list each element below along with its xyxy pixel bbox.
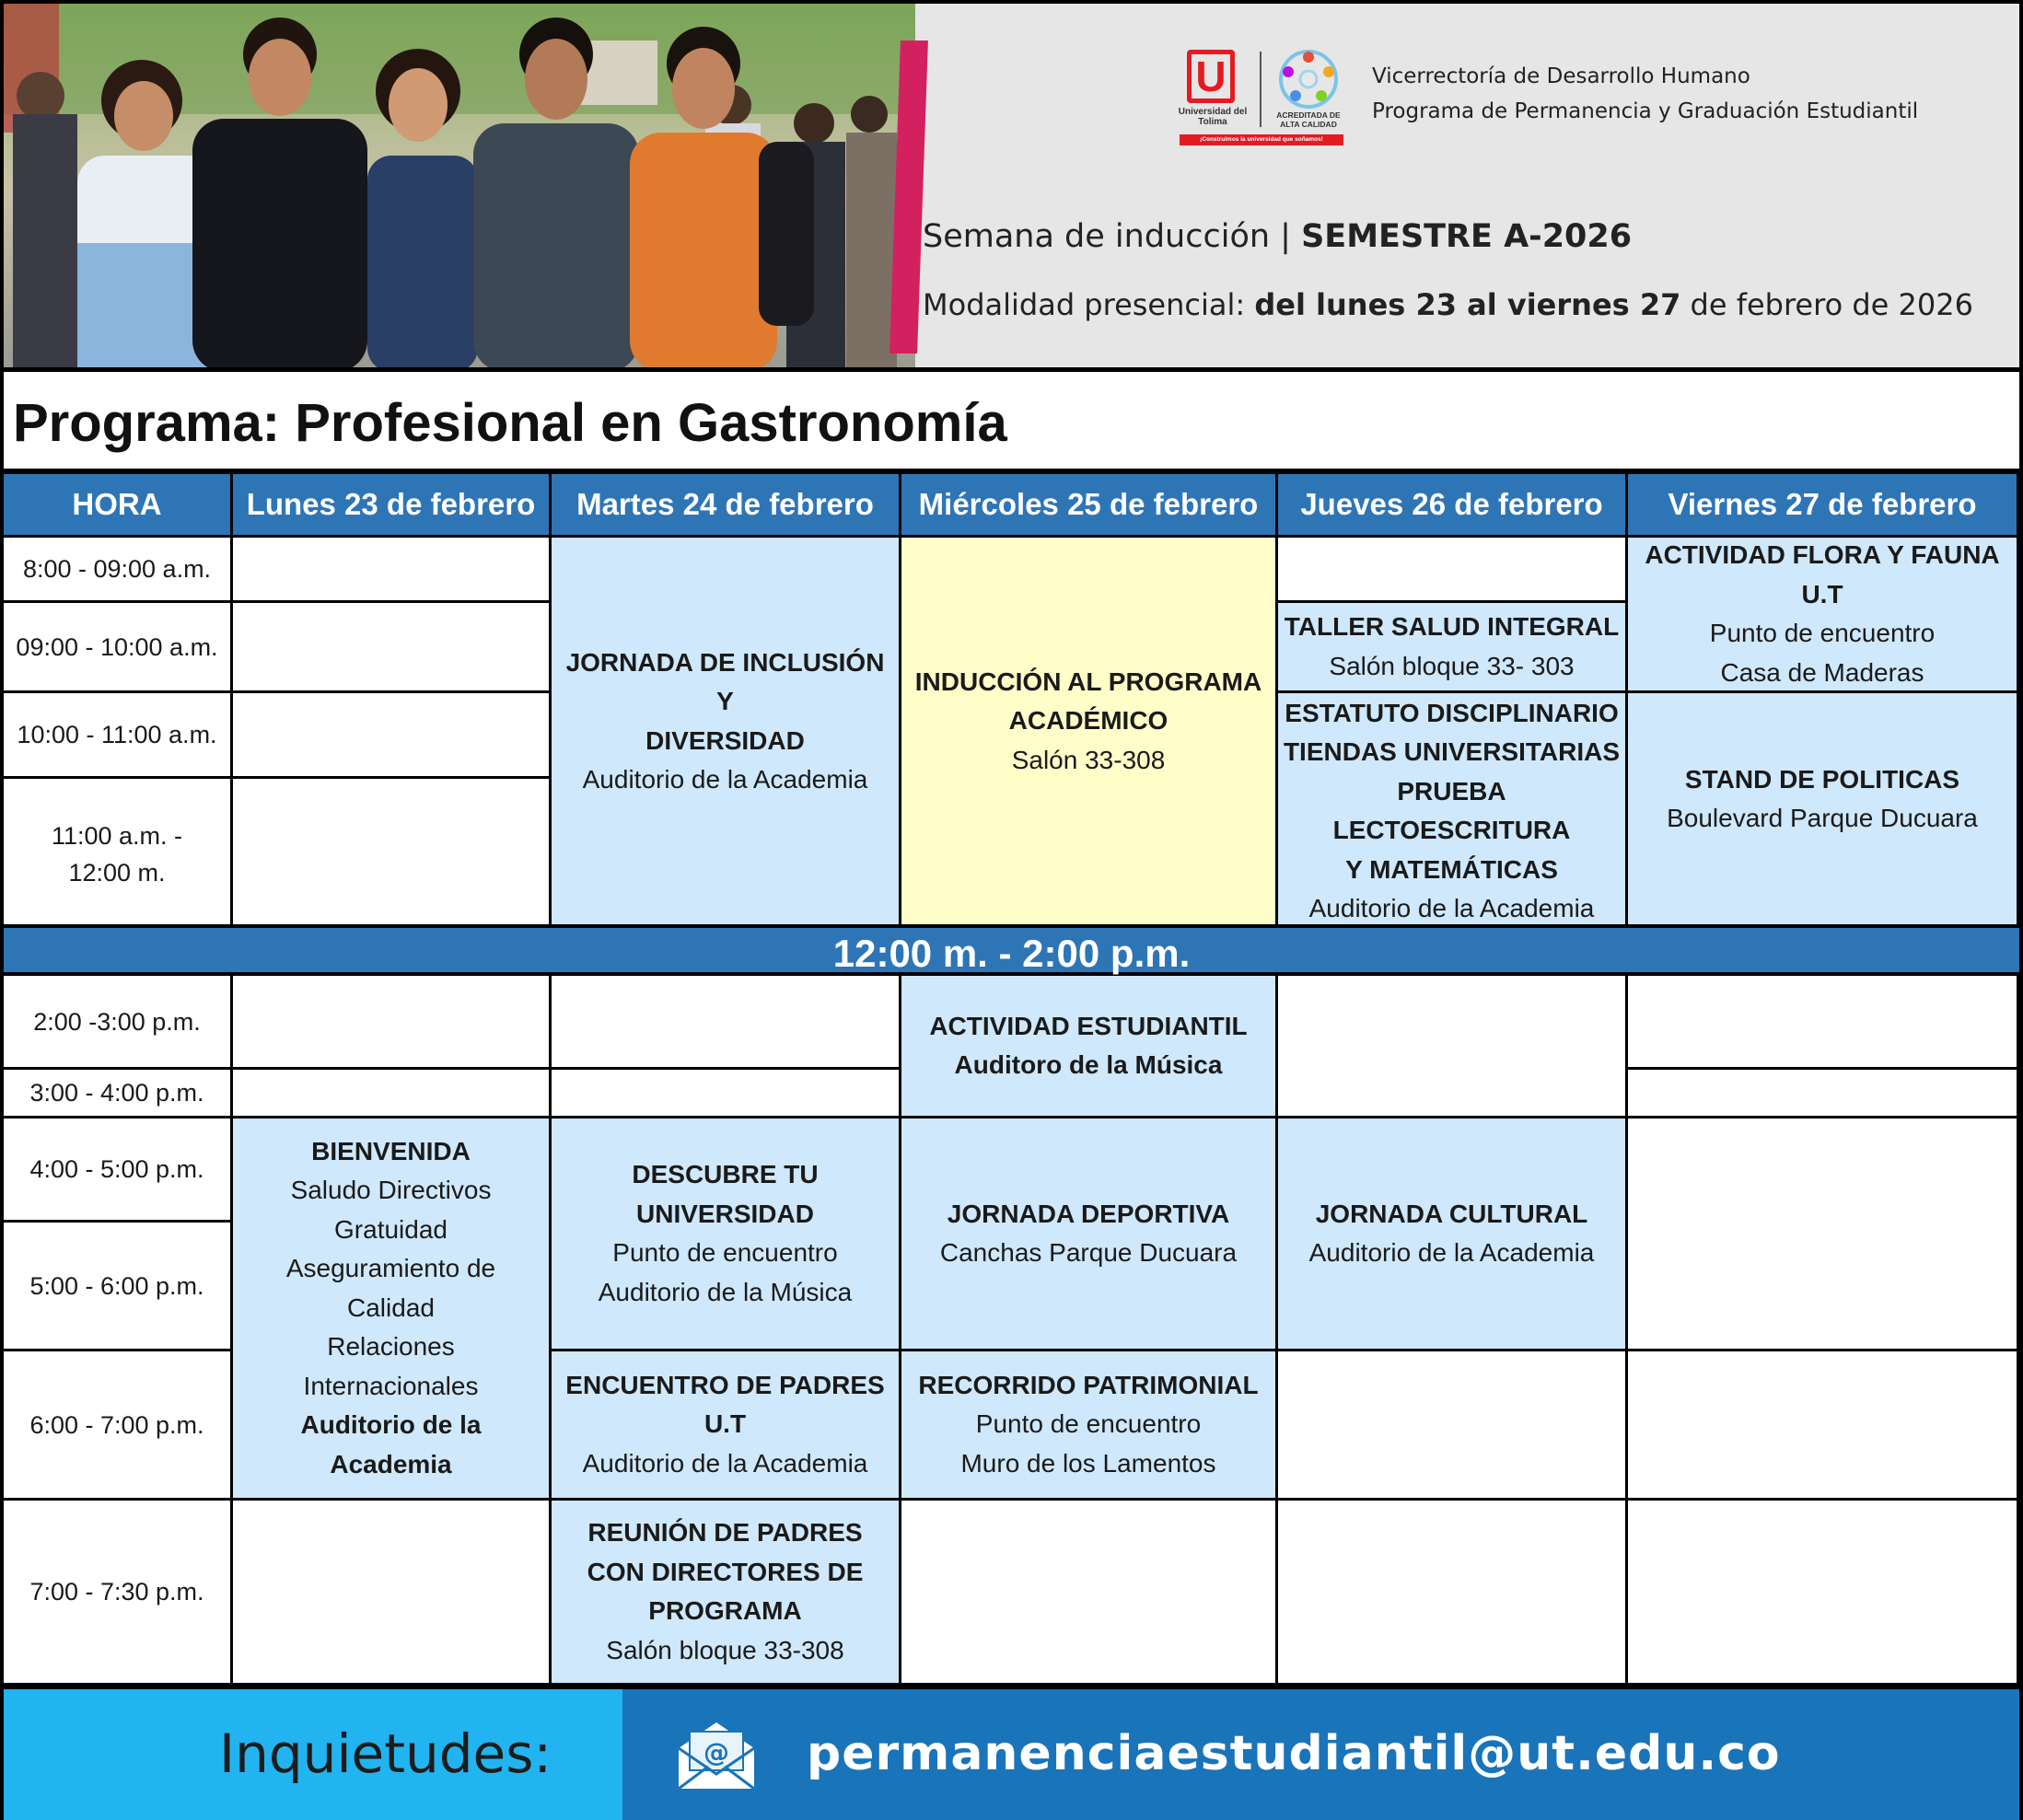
activity-taller-salud bbox=[1278, 603, 1628, 693]
time-slot: 10:00 - 11:00 a.m. bbox=[4, 693, 233, 779]
activity-title: ACTIVIDAD ESTUDIANTIL bbox=[929, 1011, 1248, 1040]
semester-label: SEMESTRE A-2026 bbox=[1301, 218, 1633, 255]
activity-place: Auditoro de la Música bbox=[954, 1050, 1223, 1079]
activity-title: Y MATEMÁTICAS bbox=[1345, 854, 1558, 884]
footer-label: Inquietudes: bbox=[219, 1722, 552, 1785]
activity-place: Auditorio de la bbox=[300, 1410, 482, 1440]
activity-jornada-cultural bbox=[1278, 1119, 1628, 1351]
empty-slot bbox=[233, 603, 552, 693]
empty-slot bbox=[1628, 1501, 2019, 1686]
program-title: Programa: Profesional en Gastronomía bbox=[13, 393, 1007, 453]
column-header-lunes: Lunes 23 de febrero bbox=[233, 474, 552, 538]
activity-encuentro-padres bbox=[552, 1351, 901, 1501]
activity-title: BIENVENIDA bbox=[311, 1136, 471, 1165]
university-slogan: ¡Construimos la universidad que soñamos! bbox=[1180, 134, 1343, 145]
activity-actividad-estudiantil bbox=[901, 976, 1278, 1119]
university-logo: U Universidad del Tolima bbox=[1176, 50, 1250, 145]
modality-suffix: de febrero de 2026 bbox=[1680, 287, 1973, 322]
activity-jornada-deportiva bbox=[901, 1119, 1278, 1351]
activity-descubre-universidad bbox=[552, 1119, 901, 1351]
activity-detail: Saludo Directivos bbox=[290, 1176, 492, 1205]
activity-detail: Internacionales bbox=[303, 1371, 479, 1400]
column-header-hora: HORA bbox=[4, 474, 233, 538]
time-slot: 3:00 - 4:00 p.m. bbox=[4, 1070, 233, 1119]
empty-slot bbox=[1628, 1351, 2019, 1501]
time-slot: 4:00 - 5:00 p.m. bbox=[4, 1119, 233, 1223]
empty-slot bbox=[552, 976, 901, 1070]
modality-dates bbox=[923, 287, 1973, 322]
activity-title: ESTATUTO DISCIPLINARIO bbox=[1285, 698, 1619, 727]
activity-title: JORNADA CULTURAL bbox=[1315, 1199, 1588, 1228]
activity-place: Punto de encuentro bbox=[612, 1238, 838, 1267]
activity-title: JORNADA DEPORTIVA bbox=[947, 1199, 1230, 1228]
empty-slot bbox=[1278, 538, 1628, 603]
activity-detail: Gratuidad bbox=[334, 1214, 448, 1244]
empty-slot bbox=[1278, 1501, 1628, 1686]
accreditation-name: ACREDITADA DE ALTA CALIDAD bbox=[1276, 110, 1341, 129]
lunch-break-banner: 12:00 m. - 2:00 p.m. bbox=[4, 924, 2019, 976]
activity-place: Muro de los Lamentos bbox=[960, 1448, 1216, 1478]
activity-flora-fauna bbox=[1628, 538, 2019, 693]
empty-slot bbox=[1278, 976, 1628, 1119]
activity-title: U.T bbox=[703, 1409, 747, 1439]
activity-title: UNIVERSIDAD bbox=[636, 1199, 814, 1228]
logo-divider bbox=[1260, 52, 1261, 127]
vice-rectoria-label: Vicerrectoría de Desarrollo Humano bbox=[1372, 64, 1750, 88]
empty-slot bbox=[233, 976, 552, 1070]
svg-text:@: @ bbox=[703, 1737, 729, 1768]
activity-title: JORNADA DE INCLUSIÓN Y bbox=[565, 647, 885, 715]
activity-detail: Relaciones bbox=[327, 1332, 455, 1362]
column-header-miercoles: Miércoles 25 de febrero bbox=[901, 474, 1278, 538]
activity-bienvenida bbox=[233, 1119, 552, 1501]
activity-place: Academia bbox=[330, 1449, 452, 1478]
activity-inclusion-diversidad bbox=[552, 538, 901, 932]
activity-title: CON DIRECTORES DE bbox=[587, 1557, 864, 1586]
column-header-viernes: Viernes 27 de febrero bbox=[1628, 474, 2019, 538]
activity-induccion-programa bbox=[901, 538, 1278, 932]
activity-place: Auditorio de la Música bbox=[598, 1277, 853, 1306]
activity-place: Punto de encuentro bbox=[975, 1409, 1202, 1439]
empty-slot bbox=[233, 693, 552, 779]
activity-reunion-padres bbox=[552, 1501, 901, 1686]
activity-title: TALLER SALUD INTEGRAL bbox=[1284, 612, 1620, 641]
time-slot: 2:00 -3:00 p.m. bbox=[4, 976, 233, 1070]
time-slot bbox=[4, 779, 233, 932]
empty-slot bbox=[1278, 1351, 1628, 1501]
activity-estatuto-disciplinario bbox=[1278, 693, 1628, 932]
empty-slot bbox=[1628, 1119, 2019, 1351]
activity-place: Salón bloque 33-308 bbox=[606, 1635, 844, 1664]
empty-slot bbox=[233, 779, 552, 932]
students-group-photo bbox=[4, 4, 915, 372]
activity-detail: Aseguramiento de bbox=[285, 1254, 496, 1283]
activity-place: Auditorio de la Academia bbox=[1308, 894, 1595, 922]
contact-footer bbox=[4, 1686, 2019, 1820]
activity-place: Canchas Parque Ducuara bbox=[939, 1238, 1238, 1267]
activity-recorrido-patrimonial bbox=[901, 1351, 1278, 1501]
induction-week-prefix: Semana de inducción | bbox=[923, 218, 1302, 255]
activity-title: STAND DE POLITICAS bbox=[1684, 764, 1960, 794]
activity-place: Auditorio de la Academia bbox=[582, 765, 868, 794]
column-header-martes: Martes 24 de febrero bbox=[552, 474, 901, 538]
permanencia-program-label: Programa de Permanencia y Graduación Estudiantil bbox=[1372, 99, 1919, 123]
empty-slot bbox=[901, 1501, 1278, 1686]
header-banner bbox=[4, 4, 2019, 372]
activity-place: Auditorio de la Academia bbox=[582, 1448, 868, 1478]
activity-detail: Calidad bbox=[347, 1293, 435, 1322]
activity-place: Punto de encuentro bbox=[1709, 619, 1936, 647]
activity-place: Boulevard Parque Ducuara bbox=[1667, 804, 1978, 832]
modality-date-range: del lunes 23 al viernes 27 bbox=[1254, 287, 1681, 322]
time-slot: 7:00 - 7:30 p.m. bbox=[4, 1501, 233, 1686]
time-slot-line: 11:00 a.m. - bbox=[51, 821, 183, 850]
accreditation-logo bbox=[1273, 48, 1344, 131]
time-slot: 8:00 - 09:00 a.m. bbox=[4, 538, 233, 603]
activity-title: DIVERSIDAD bbox=[645, 725, 805, 755]
contact-email-link[interactable]: permanenciaestudiantil@ut.edu.co bbox=[807, 1726, 1781, 1781]
activity-title: PRUEBA LECTOESCRITURA bbox=[1332, 776, 1571, 844]
time-slot-line: 12:00 m. bbox=[68, 858, 166, 887]
activity-title: ACADÉMICO bbox=[1008, 706, 1168, 736]
activity-title: INDUCCIÓN AL PROGRAMA bbox=[914, 667, 1262, 696]
time-slot: 09:00 - 10:00 a.m. bbox=[4, 603, 233, 693]
empty-slot bbox=[1628, 976, 2019, 1070]
empty-slot bbox=[233, 1070, 552, 1119]
activity-place: Casa de Maderas bbox=[1720, 657, 1924, 687]
activity-place: Salón bloque 33- 303 bbox=[1329, 651, 1575, 680]
induction-week-heading bbox=[923, 218, 1632, 255]
activity-title: TIENDAS UNIVERSITARIAS bbox=[1283, 737, 1621, 766]
activity-title: RECORRIDO PATRIMONIAL bbox=[918, 1370, 1259, 1399]
activity-title: U.T bbox=[1801, 579, 1843, 609]
activity-title: REUNIÓN DE PADRES bbox=[587, 1518, 863, 1547]
empty-slot bbox=[233, 538, 552, 603]
time-slot: 5:00 - 6:00 p.m. bbox=[4, 1223, 233, 1351]
empty-slot bbox=[552, 1070, 901, 1119]
email-icon bbox=[673, 1717, 760, 1794]
activity-place: Auditorio de la Academia bbox=[1308, 1238, 1595, 1267]
empty-slot bbox=[233, 1501, 552, 1686]
activity-stand-politicas bbox=[1628, 693, 2019, 932]
activity-title: ENCUENTRO DE PADRES bbox=[565, 1370, 885, 1399]
activity-place: Salón 33-308 bbox=[1011, 745, 1166, 774]
time-slot: 6:00 - 7:00 p.m. bbox=[4, 1351, 233, 1501]
university-name: Universidad del Tolima bbox=[1178, 107, 1248, 127]
activity-title: DESCUBRE TU bbox=[632, 1160, 819, 1188]
column-header-jueves: Jueves 26 de febrero bbox=[1278, 474, 1628, 538]
activity-title: PROGRAMA bbox=[648, 1596, 802, 1625]
modality-prefix: Modalidad presencial: bbox=[923, 287, 1255, 322]
empty-slot bbox=[1628, 1070, 2019, 1119]
activity-title: ACTIVIDAD FLORA Y FAUNA bbox=[1645, 540, 2000, 569]
